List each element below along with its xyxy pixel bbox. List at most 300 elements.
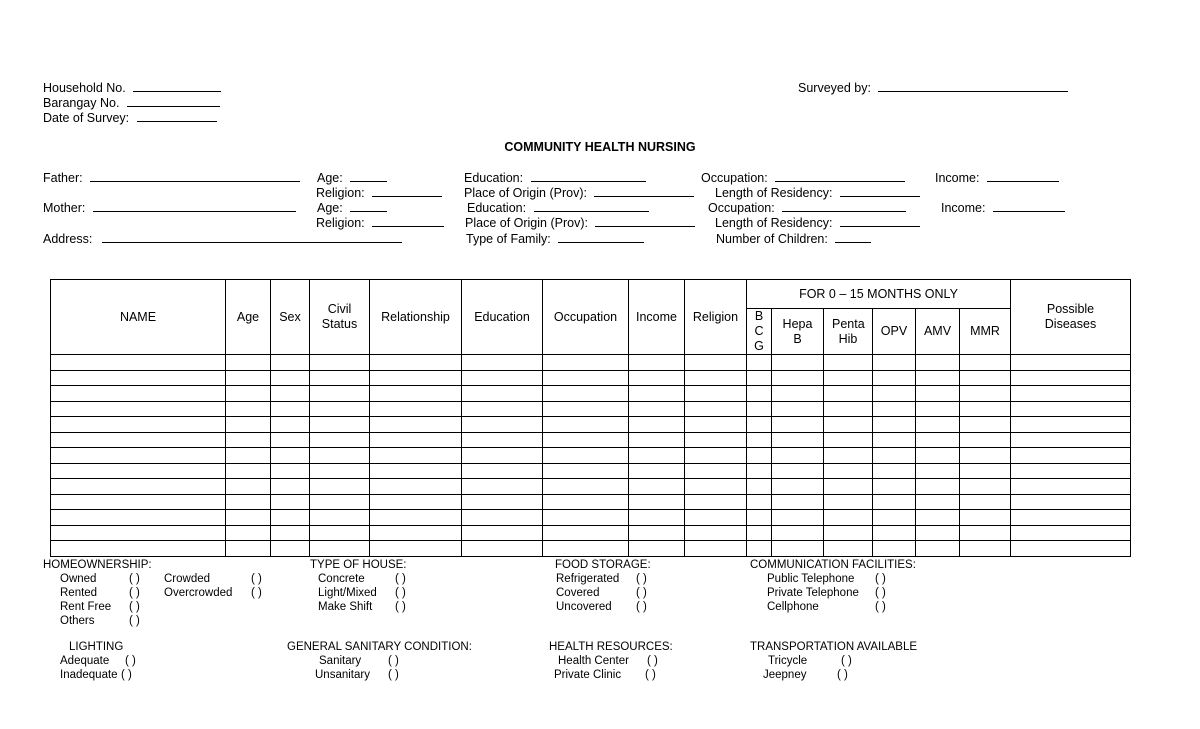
table-cell[interactable] [310, 401, 370, 417]
table-cell[interactable] [310, 417, 370, 433]
homeownership-rent-free: Rent Free [60, 601, 112, 613]
table-cell[interactable] [916, 479, 960, 495]
table-cell[interactable] [310, 386, 370, 402]
table-cell[interactable] [685, 417, 747, 433]
table-cell[interactable] [1011, 401, 1131, 417]
table-cell[interactable] [462, 401, 543, 417]
checkbox-rented[interactable]: ( ) [129, 587, 140, 599]
table-cell[interactable] [824, 541, 873, 557]
table-cell[interactable] [226, 355, 271, 371]
mother-income-field [941, 200, 1065, 216]
checkbox-crowded[interactable]: ( ) [251, 573, 262, 585]
table-cell[interactable] [1011, 355, 1131, 371]
father-religion-blank[interactable] [372, 185, 442, 197]
mother-origin-field [465, 215, 695, 231]
table-cell[interactable] [960, 510, 1011, 526]
table-cell[interactable] [51, 494, 226, 510]
table-cell[interactable] [960, 432, 1011, 448]
table-row [51, 525, 1131, 541]
house-concrete: Concrete [318, 573, 365, 585]
lighting-title: LIGHTING [69, 641, 124, 653]
table-cell[interactable] [51, 432, 226, 448]
mother-occupation-blank[interactable] [782, 200, 906, 212]
table-cell[interactable] [226, 432, 271, 448]
table-cell[interactable] [310, 448, 370, 464]
table-cell[interactable] [462, 494, 543, 510]
table-cell[interactable] [271, 525, 310, 541]
table-cell[interactable] [747, 525, 772, 541]
table-cell[interactable] [772, 479, 824, 495]
table-cell[interactable] [543, 386, 629, 402]
table-cell[interactable] [824, 479, 873, 495]
table-cell[interactable] [747, 355, 772, 371]
date-survey-field [43, 110, 217, 126]
table-cell[interactable] [370, 541, 462, 557]
table-cell[interactable] [747, 401, 772, 417]
table-cell[interactable] [916, 401, 960, 417]
table-cell[interactable] [462, 510, 543, 526]
table-cell[interactable] [685, 432, 747, 448]
table-cell[interactable] [271, 386, 310, 402]
table-cell[interactable] [1011, 370, 1131, 386]
header-relationship: Relationship [370, 280, 462, 355]
table-cell[interactable] [824, 463, 873, 479]
table-cell[interactable] [543, 479, 629, 495]
table-cell[interactable] [960, 525, 1011, 541]
table-cell[interactable] [370, 432, 462, 448]
table-cell[interactable] [1011, 417, 1131, 433]
table-cell[interactable] [51, 417, 226, 433]
table-cell[interactable] [370, 417, 462, 433]
table-cell[interactable] [747, 541, 772, 557]
table-cell[interactable] [873, 370, 916, 386]
mother-residency-blank[interactable] [840, 215, 920, 227]
table-cell[interactable] [629, 479, 685, 495]
checkbox-sanitary[interactable]: ( ) [388, 655, 399, 667]
checkbox-private-telephone[interactable]: ( ) [875, 587, 886, 599]
table-cell[interactable] [271, 432, 310, 448]
father-income-blank[interactable] [987, 170, 1059, 182]
checkbox-others[interactable]: ( ) [129, 615, 140, 627]
header-possible-diseases: Possible Diseases [1011, 280, 1131, 355]
address-label: Address: [43, 232, 93, 246]
table-cell[interactable] [629, 386, 685, 402]
table-cell[interactable] [310, 479, 370, 495]
table-cell[interactable] [873, 541, 916, 557]
table-cell[interactable] [916, 370, 960, 386]
mother-occupation-field [708, 200, 906, 216]
father-religion-label: Religion: [316, 186, 365, 200]
transport-jeepney: Jeepney [763, 669, 807, 681]
type-family-field [466, 231, 644, 247]
mother-blank[interactable] [93, 200, 296, 212]
table-cell[interactable] [685, 370, 747, 386]
date-survey-blank[interactable] [137, 110, 217, 122]
table-cell[interactable] [271, 448, 310, 464]
table-cell[interactable] [271, 494, 310, 510]
header-bcg: B C G [747, 309, 772, 355]
table-cell[interactable] [310, 370, 370, 386]
table-cell[interactable] [543, 525, 629, 541]
table-cell[interactable] [824, 386, 873, 402]
table-cell[interactable] [960, 541, 1011, 557]
table-cell[interactable] [960, 448, 1011, 464]
children-blank[interactable] [835, 231, 871, 243]
table-cell[interactable] [462, 541, 543, 557]
father-residency-blank[interactable] [840, 185, 920, 197]
table-cell[interactable] [543, 448, 629, 464]
father-education-blank[interactable] [531, 170, 646, 182]
table-cell[interactable] [772, 417, 824, 433]
table-cell[interactable] [916, 463, 960, 479]
checkbox-uncovered[interactable]: ( ) [636, 601, 647, 613]
table-cell[interactable] [226, 525, 271, 541]
checkbox-owned[interactable]: ( ) [129, 573, 140, 585]
table-cell[interactable] [685, 401, 747, 417]
table-cell[interactable] [916, 355, 960, 371]
table-cell[interactable] [685, 448, 747, 464]
table-cell[interactable] [543, 370, 629, 386]
table-cell[interactable] [370, 386, 462, 402]
table-row [51, 355, 1131, 371]
table-cell[interactable] [629, 401, 685, 417]
table-cell[interactable] [747, 370, 772, 386]
table-cell[interactable] [271, 541, 310, 557]
table-cell[interactable] [310, 355, 370, 371]
table-cell[interactable] [1011, 494, 1131, 510]
table-cell[interactable] [462, 370, 543, 386]
table-cell[interactable] [51, 479, 226, 495]
table-cell[interactable] [226, 370, 271, 386]
checkbox-unsanitary[interactable]: ( ) [388, 669, 399, 681]
table-cell[interactable] [370, 401, 462, 417]
table-cell[interactable] [51, 401, 226, 417]
table-cell[interactable] [873, 479, 916, 495]
table-cell[interactable] [462, 525, 543, 541]
table-cell[interactable] [226, 463, 271, 479]
checkbox-private-clinic[interactable]: ( ) [645, 669, 656, 681]
table-cell[interactable] [51, 448, 226, 464]
table-cell[interactable] [824, 525, 873, 541]
father-origin-blank[interactable] [594, 185, 694, 197]
table-cell[interactable] [772, 355, 824, 371]
table-cell[interactable] [543, 432, 629, 448]
table-cell[interactable] [1011, 525, 1131, 541]
table-cell[interactable] [51, 525, 226, 541]
header-penta-hib: Penta Hib [824, 309, 873, 355]
checkbox-overcrowded[interactable]: ( ) [251, 587, 262, 599]
table-cell[interactable] [370, 494, 462, 510]
table-cell[interactable] [685, 479, 747, 495]
father-residency-field [715, 185, 920, 201]
father-income-field [935, 170, 1059, 186]
table-cell[interactable] [747, 386, 772, 402]
table-cell[interactable] [873, 417, 916, 433]
father-blank[interactable] [90, 170, 300, 182]
private-clinic-option: Private Clinic [554, 669, 622, 681]
barangay-no-label: Barangay No. [43, 96, 120, 110]
checkbox-concrete[interactable]: ( ) [395, 573, 406, 585]
table-cell[interactable] [370, 525, 462, 541]
table-cell[interactable] [310, 494, 370, 510]
table-cell[interactable] [51, 370, 226, 386]
table-cell[interactable] [1011, 432, 1131, 448]
table-cell[interactable] [873, 386, 916, 402]
table-cell[interactable] [1011, 448, 1131, 464]
mother-age-label: Age: [317, 201, 343, 215]
checkbox-tricycle[interactable]: ( ) [841, 655, 852, 667]
table-cell[interactable] [271, 355, 310, 371]
table-cell[interactable] [543, 541, 629, 557]
table-cell[interactable] [916, 417, 960, 433]
table-cell[interactable] [370, 479, 462, 495]
table-cell[interactable] [51, 355, 226, 371]
table-cell[interactable] [916, 386, 960, 402]
checkbox-covered[interactable]: ( ) [636, 587, 647, 599]
checkbox-cellphone[interactable]: ( ) [875, 601, 886, 613]
food-uncovered: Uncovered [556, 601, 612, 613]
table-cell[interactable] [370, 355, 462, 371]
unsanitary-option: Unsanitary [315, 669, 370, 681]
table-cell[interactable] [543, 417, 629, 433]
table-cell[interactable] [226, 541, 271, 557]
table-cell[interactable] [543, 494, 629, 510]
table-cell[interactable] [772, 541, 824, 557]
table-cell[interactable] [824, 448, 873, 464]
barangay-no-blank[interactable] [127, 95, 220, 107]
table-cell[interactable] [685, 525, 747, 541]
table-cell[interactable] [271, 510, 310, 526]
table-row [51, 494, 1131, 510]
table-cell[interactable] [543, 510, 629, 526]
table-cell[interactable] [629, 525, 685, 541]
father-age-blank[interactable] [350, 170, 387, 182]
table-cell[interactable] [960, 355, 1011, 371]
table-cell[interactable] [772, 494, 824, 510]
checkbox-make-shift[interactable]: ( ) [395, 601, 406, 613]
table-cell[interactable] [747, 417, 772, 433]
table-cell[interactable] [629, 370, 685, 386]
table-cell[interactable] [772, 510, 824, 526]
table-cell[interactable] [462, 448, 543, 464]
table-cell[interactable] [685, 510, 747, 526]
table-cell[interactable] [543, 355, 629, 371]
table-cell[interactable] [271, 370, 310, 386]
barangay-no-field [43, 95, 220, 111]
table-cell[interactable] [462, 386, 543, 402]
comm-private-telephone: Private Telephone [767, 587, 859, 599]
checkbox-refrigerated[interactable]: ( ) [636, 573, 647, 585]
table-cell[interactable] [1011, 541, 1131, 557]
table-cell[interactable] [226, 479, 271, 495]
table-cell[interactable] [772, 370, 824, 386]
table-cell[interactable] [685, 541, 747, 557]
table-cell[interactable] [916, 525, 960, 541]
table-cell[interactable] [873, 448, 916, 464]
checkbox-rent-free[interactable]: ( ) [129, 601, 140, 613]
table-cell[interactable] [310, 510, 370, 526]
table-cell[interactable] [747, 463, 772, 479]
table-cell[interactable] [685, 494, 747, 510]
table-cell[interactable] [1011, 463, 1131, 479]
table-cell[interactable] [824, 494, 873, 510]
table-cell[interactable] [960, 386, 1011, 402]
table-cell[interactable] [370, 448, 462, 464]
table-cell[interactable] [960, 494, 1011, 510]
table-cell[interactable] [629, 432, 685, 448]
table-cell[interactable] [226, 448, 271, 464]
table-cell[interactable] [271, 479, 310, 495]
table-cell[interactable] [1011, 479, 1131, 495]
homeownership-rented: Rented [60, 587, 98, 599]
table-cell[interactable] [51, 541, 226, 557]
table-cell[interactable] [685, 386, 747, 402]
table-cell[interactable] [873, 432, 916, 448]
table-cell[interactable] [1011, 386, 1131, 402]
table-cell[interactable] [824, 370, 873, 386]
household-no-blank[interactable] [133, 80, 221, 92]
comm-cellphone: Cellphone [767, 601, 819, 613]
table-cell[interactable] [772, 401, 824, 417]
table-cell[interactable] [226, 401, 271, 417]
table-cell[interactable] [226, 510, 271, 526]
table-cell[interactable] [51, 463, 226, 479]
table-cell[interactable] [772, 432, 824, 448]
table-cell[interactable] [873, 525, 916, 541]
table-cell[interactable] [824, 355, 873, 371]
table-cell[interactable] [629, 448, 685, 464]
checkbox-inadequate[interactable]: ( ) [121, 669, 132, 681]
table-cell[interactable] [873, 401, 916, 417]
checkbox-adequate[interactable]: ( ) [125, 655, 136, 667]
table-cell[interactable] [960, 463, 1011, 479]
table-cell[interactable] [271, 401, 310, 417]
table-cell[interactable] [824, 432, 873, 448]
table-cell[interactable] [462, 463, 543, 479]
header-education: Education [462, 280, 543, 355]
table-cell[interactable] [960, 479, 1011, 495]
table-cell[interactable] [747, 448, 772, 464]
table-cell[interactable] [543, 401, 629, 417]
table-cell[interactable] [51, 386, 226, 402]
table-cell[interactable] [370, 370, 462, 386]
table-cell[interactable] [370, 463, 462, 479]
table-cell[interactable] [629, 417, 685, 433]
table-cell[interactable] [772, 386, 824, 402]
address-blank[interactable] [102, 231, 402, 243]
table-cell[interactable] [462, 417, 543, 433]
table-cell[interactable] [873, 463, 916, 479]
table-cell[interactable] [629, 463, 685, 479]
table-cell[interactable] [310, 463, 370, 479]
table-cell[interactable] [772, 448, 824, 464]
table-cell[interactable] [873, 355, 916, 371]
table-cell[interactable] [747, 432, 772, 448]
table-cell[interactable] [916, 541, 960, 557]
table-cell[interactable] [916, 448, 960, 464]
table-cell[interactable] [629, 494, 685, 510]
table-cell[interactable] [685, 463, 747, 479]
table-cell[interactable] [1011, 510, 1131, 526]
father-age-label: Age: [317, 171, 343, 185]
father-occupation-blank[interactable] [775, 170, 905, 182]
table-cell[interactable] [310, 525, 370, 541]
mother-income-blank[interactable] [993, 200, 1065, 212]
table-cell[interactable] [685, 355, 747, 371]
table-cell[interactable] [747, 510, 772, 526]
food-refrigerated: Refrigerated [556, 573, 620, 585]
header-infant-group: FOR 0 – 15 MONTHS ONLY [747, 280, 1011, 309]
mother-origin-blank[interactable] [595, 215, 695, 227]
table-cell[interactable] [629, 510, 685, 526]
table-cell[interactable] [462, 432, 543, 448]
father-origin-label: Place of Origin (Prov): [464, 186, 587, 200]
table-cell[interactable] [271, 463, 310, 479]
surveyed-by-blank[interactable] [878, 80, 1068, 92]
table-cell[interactable] [462, 355, 543, 371]
father-occupation-field [701, 170, 905, 186]
table-cell[interactable] [873, 510, 916, 526]
table-cell[interactable] [772, 525, 824, 541]
food-covered: Covered [556, 587, 600, 599]
table-cell[interactable] [370, 510, 462, 526]
mother-field [43, 200, 296, 216]
table-cell[interactable] [51, 510, 226, 526]
table-cell[interactable] [916, 510, 960, 526]
table-cell[interactable] [916, 494, 960, 510]
table-cell[interactable] [824, 417, 873, 433]
table-cell[interactable] [543, 463, 629, 479]
surveyed-by-label: Surveyed by: [798, 81, 871, 95]
table-cell[interactable] [226, 386, 271, 402]
mother-age-blank[interactable] [350, 200, 387, 212]
checkbox-public-telephone[interactable]: ( ) [875, 573, 886, 585]
table-cell[interactable] [226, 494, 271, 510]
homeownership-others: Others [60, 615, 95, 627]
table-cell[interactable] [960, 401, 1011, 417]
checkbox-jeepney[interactable]: ( ) [837, 669, 848, 681]
mother-age-field [317, 200, 387, 216]
table-cell[interactable] [873, 494, 916, 510]
table-cell[interactable] [772, 463, 824, 479]
table-cell[interactable] [226, 417, 271, 433]
table-cell[interactable] [824, 510, 873, 526]
table-cell[interactable] [960, 417, 1011, 433]
table-cell[interactable] [824, 401, 873, 417]
father-education-field [464, 170, 646, 186]
mother-residency-field [715, 215, 920, 231]
table-cell[interactable] [629, 541, 685, 557]
checkbox-light-mixed[interactable]: ( ) [395, 587, 406, 599]
mother-religion-blank[interactable] [372, 215, 444, 227]
table-cell[interactable] [747, 479, 772, 495]
table-cell[interactable] [310, 432, 370, 448]
table-cell[interactable] [960, 370, 1011, 386]
table-cell[interactable] [462, 479, 543, 495]
type-of-house-title: TYPE OF HOUSE: [310, 559, 407, 571]
surveyed-by-field [798, 80, 1068, 96]
table-cell[interactable] [629, 355, 685, 371]
transportation-title: TRANSPORTATION AVAILABLE [750, 641, 918, 653]
table-cell[interactable] [271, 417, 310, 433]
checkbox-health-center[interactable]: ( ) [647, 655, 658, 667]
table-cell[interactable] [747, 494, 772, 510]
mother-education-blank[interactable] [534, 200, 649, 212]
table-cell[interactable] [916, 432, 960, 448]
table-cell[interactable] [310, 541, 370, 557]
food-storage-title: FOOD STORAGE: [555, 559, 651, 571]
type-family-blank[interactable] [558, 231, 644, 243]
